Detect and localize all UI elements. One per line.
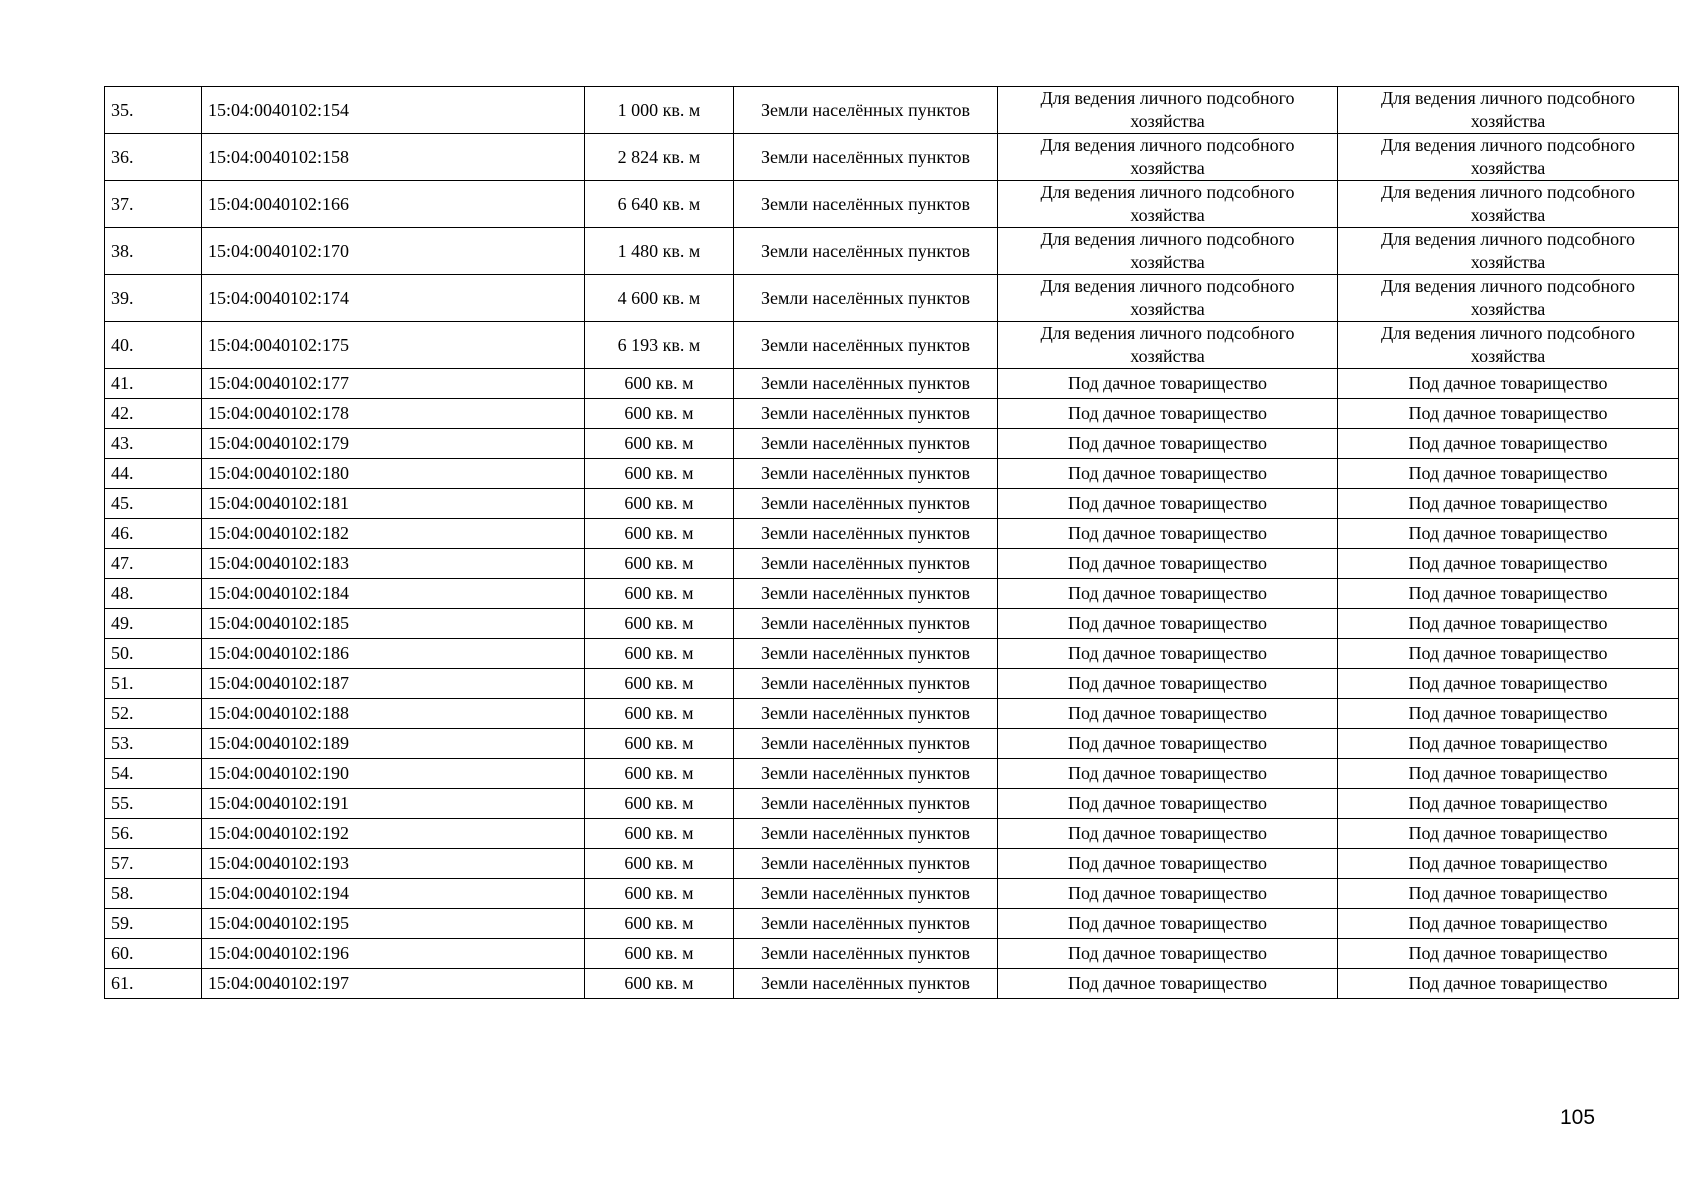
actual-use-cell: Под дачное товарищество [1338, 759, 1679, 789]
land-category-cell: Земли населённых пунктов [734, 87, 998, 134]
area-cell: 1 480 кв. м [585, 228, 734, 275]
cadastral-number-cell: 15:04:0040102:186 [202, 639, 585, 669]
land-category-cell: Земли населённых пунктов [734, 459, 998, 489]
cadastral-number-cell: 15:04:0040102:179 [202, 429, 585, 459]
area-cell: 600 кв. м [585, 789, 734, 819]
actual-use-cell: Под дачное товарищество [1338, 969, 1679, 999]
land-category-cell: Земли населённых пунктов [734, 579, 998, 609]
permitted-use-cell: Под дачное товарищество [998, 879, 1338, 909]
page-number: 105 [1560, 1106, 1596, 1129]
table-row [105, 639, 1679, 669]
cadastral-number-cell: 15:04:0040102:190 [202, 759, 585, 789]
actual-use-cell: Под дачное товарищество [1338, 369, 1679, 399]
area-cell: 600 кв. м [585, 909, 734, 939]
row-number-cell: 35. [105, 87, 202, 134]
permitted-use-cell: Под дачное товарищество [998, 669, 1338, 699]
land-category-cell: Земли населённых пунктов [734, 969, 998, 999]
actual-use-cell: Под дачное товарищество [1338, 909, 1679, 939]
row-number-cell: 57. [105, 849, 202, 879]
permitted-use-cell: Для ведения личного подсобного хозяйства [998, 134, 1338, 181]
row-number-cell: 53. [105, 729, 202, 759]
area-cell: 6 193 кв. м [585, 322, 734, 369]
actual-use-cell: Под дачное товарищество [1338, 519, 1679, 549]
area-cell: 600 кв. м [585, 639, 734, 669]
row-number-cell: 55. [105, 789, 202, 819]
land-category-cell: Земли населённых пунктов [734, 275, 998, 322]
actual-use-cell: Под дачное товарищество [1338, 609, 1679, 639]
land-category-cell: Земли населённых пунктов [734, 489, 998, 519]
actual-use-cell: Для ведения личного подсобного хозяйства [1338, 228, 1679, 275]
row-number-cell: 50. [105, 639, 202, 669]
actual-use-cell: Под дачное товарищество [1338, 579, 1679, 609]
permitted-use-cell: Для ведения личного подсобного хозяйства [998, 322, 1338, 369]
cadastral-number-cell: 15:04:0040102:189 [202, 729, 585, 759]
table-row [105, 369, 1679, 399]
actual-use-cell: Под дачное товарищество [1338, 849, 1679, 879]
row-number-cell: 40. [105, 322, 202, 369]
table-row [105, 429, 1679, 459]
table-row [105, 789, 1679, 819]
row-number-cell: 59. [105, 909, 202, 939]
cadastral-number-cell: 15:04:0040102:196 [202, 939, 585, 969]
row-number-cell: 58. [105, 879, 202, 909]
cadastral-number-cell: 15:04:0040102:175 [202, 322, 585, 369]
table-row [105, 729, 1679, 759]
table-row [105, 322, 1679, 369]
area-cell: 600 кв. м [585, 879, 734, 909]
land-category-cell: Земли населённых пунктов [734, 879, 998, 909]
actual-use-cell: Под дачное товарищество [1338, 789, 1679, 819]
cadastral-number-cell: 15:04:0040102:193 [202, 849, 585, 879]
table-row [105, 879, 1679, 909]
actual-use-cell: Под дачное товарищество [1338, 819, 1679, 849]
area-cell: 600 кв. м [585, 609, 734, 639]
row-number-cell: 49. [105, 609, 202, 639]
actual-use-cell: Под дачное товарищество [1338, 459, 1679, 489]
cadastral-number-cell: 15:04:0040102:174 [202, 275, 585, 322]
land-category-cell: Земли населённых пунктов [734, 819, 998, 849]
permitted-use-cell: Под дачное товарищество [998, 579, 1338, 609]
actual-use-cell: Для ведения личного подсобного хозяйства [1338, 87, 1679, 134]
area-cell: 600 кв. м [585, 759, 734, 789]
row-number-cell: 42. [105, 399, 202, 429]
permitted-use-cell: Под дачное товарищество [998, 819, 1338, 849]
area-cell: 600 кв. м [585, 729, 734, 759]
area-cell: 600 кв. м [585, 819, 734, 849]
cadastral-number-cell: 15:04:0040102:184 [202, 579, 585, 609]
land-category-cell: Земли населённых пунктов [734, 849, 998, 879]
land-category-cell: Земли населённых пунктов [734, 939, 998, 969]
table-row [105, 87, 1679, 134]
actual-use-cell: Под дачное товарищество [1338, 699, 1679, 729]
cadastral-number-cell: 15:04:0040102:185 [202, 609, 585, 639]
permitted-use-cell: Под дачное товарищество [998, 729, 1338, 759]
row-number-cell: 51. [105, 669, 202, 699]
permitted-use-cell: Под дачное товарищество [998, 789, 1338, 819]
land-category-cell: Земли населённых пунктов [734, 228, 998, 275]
row-number-cell: 37. [105, 181, 202, 228]
table-row [105, 909, 1679, 939]
row-number-cell: 54. [105, 759, 202, 789]
area-cell: 600 кв. м [585, 429, 734, 459]
cadastral-number-cell: 15:04:0040102:182 [202, 519, 585, 549]
cadastral-number-cell: 15:04:0040102:170 [202, 228, 585, 275]
area-cell: 600 кв. м [585, 969, 734, 999]
table-body [105, 87, 1679, 999]
area-cell: 600 кв. м [585, 579, 734, 609]
table-row [105, 275, 1679, 322]
table-row [105, 228, 1679, 275]
land-category-cell: Земли населённых пунктов [734, 909, 998, 939]
land-category-cell: Земли населённых пунктов [734, 519, 998, 549]
row-number-cell: 41. [105, 369, 202, 399]
permitted-use-cell: Под дачное товарищество [998, 639, 1338, 669]
area-cell: 600 кв. м [585, 549, 734, 579]
land-plots-table [104, 86, 1679, 999]
land-category-cell: Земли населённых пунктов [734, 699, 998, 729]
permitted-use-cell: Под дачное товарищество [998, 699, 1338, 729]
permitted-use-cell: Под дачное товарищество [998, 369, 1338, 399]
actual-use-cell: Под дачное товарищество [1338, 939, 1679, 969]
cadastral-number-cell: 15:04:0040102:195 [202, 909, 585, 939]
area-cell: 2 824 кв. м [585, 134, 734, 181]
land-category-cell: Земли населённых пунктов [734, 789, 998, 819]
row-number-cell: 61. [105, 969, 202, 999]
actual-use-cell: Для ведения личного подсобного хозяйства [1338, 134, 1679, 181]
table-row [105, 669, 1679, 699]
permitted-use-cell: Под дачное товарищество [998, 549, 1338, 579]
land-category-cell: Земли населённых пунктов [734, 134, 998, 181]
table-row [105, 759, 1679, 789]
area-cell: 600 кв. м [585, 399, 734, 429]
cadastral-number-cell: 15:04:0040102:192 [202, 819, 585, 849]
actual-use-cell: Под дачное товарищество [1338, 879, 1679, 909]
permitted-use-cell: Для ведения личного подсобного хозяйства [998, 228, 1338, 275]
cadastral-number-cell: 15:04:0040102:158 [202, 134, 585, 181]
table-row [105, 399, 1679, 429]
actual-use-cell: Для ведения личного подсобного хозяйства [1338, 322, 1679, 369]
permitted-use-cell: Под дачное товарищество [998, 969, 1338, 999]
land-category-cell: Земли населённых пунктов [734, 429, 998, 459]
permitted-use-cell: Под дачное товарищество [998, 909, 1338, 939]
row-number-cell: 48. [105, 579, 202, 609]
table-row [105, 459, 1679, 489]
area-cell: 600 кв. м [585, 669, 734, 699]
table-row [105, 969, 1679, 999]
actual-use-cell: Под дачное товарищество [1338, 639, 1679, 669]
cadastral-number-cell: 15:04:0040102:187 [202, 669, 585, 699]
cadastral-number-cell: 15:04:0040102:188 [202, 699, 585, 729]
permitted-use-cell: Под дачное товарищество [998, 519, 1338, 549]
row-number-cell: 60. [105, 939, 202, 969]
table-row [105, 181, 1679, 228]
land-category-cell: Земли населённых пунктов [734, 639, 998, 669]
row-number-cell: 43. [105, 429, 202, 459]
permitted-use-cell: Для ведения личного подсобного хозяйства [998, 87, 1338, 134]
table-row [105, 939, 1679, 969]
cadastral-number-cell: 15:04:0040102:177 [202, 369, 585, 399]
cadastral-number-cell: 15:04:0040102:178 [202, 399, 585, 429]
row-number-cell: 36. [105, 134, 202, 181]
actual-use-cell: Для ведения личного подсобного хозяйства [1338, 275, 1679, 322]
row-number-cell: 44. [105, 459, 202, 489]
cadastral-number-cell: 15:04:0040102:197 [202, 969, 585, 999]
actual-use-cell: Для ведения личного подсобного хозяйства [1338, 181, 1679, 228]
permitted-use-cell: Для ведения личного подсобного хозяйства [998, 275, 1338, 322]
row-number-cell: 56. [105, 819, 202, 849]
area-cell: 600 кв. м [585, 489, 734, 519]
cadastral-number-cell: 15:04:0040102:166 [202, 181, 585, 228]
table-row [105, 579, 1679, 609]
land-category-cell: Земли населённых пунктов [734, 181, 998, 228]
land-category-cell: Земли населённых пунктов [734, 729, 998, 759]
permitted-use-cell: Для ведения личного подсобного хозяйства [998, 181, 1338, 228]
permitted-use-cell: Под дачное товарищество [998, 849, 1338, 879]
actual-use-cell: Под дачное товарищество [1338, 669, 1679, 699]
land-category-cell: Земли населённых пунктов [734, 322, 998, 369]
permitted-use-cell: Под дачное товарищество [998, 429, 1338, 459]
land-category-cell: Земли населённых пунктов [734, 369, 998, 399]
area-cell: 600 кв. м [585, 699, 734, 729]
actual-use-cell: Под дачное товарищество [1338, 729, 1679, 759]
area-cell: 600 кв. м [585, 459, 734, 489]
permitted-use-cell: Под дачное товарищество [998, 759, 1338, 789]
land-category-cell: Земли населённых пунктов [734, 609, 998, 639]
cadastral-number-cell: 15:04:0040102:154 [202, 87, 585, 134]
area-cell: 600 кв. м [585, 519, 734, 549]
area-cell: 600 кв. м [585, 849, 734, 879]
row-number-cell: 52. [105, 699, 202, 729]
table-row [105, 609, 1679, 639]
table-row [105, 519, 1679, 549]
permitted-use-cell: Под дачное товарищество [998, 459, 1338, 489]
table-row [105, 134, 1679, 181]
permitted-use-cell: Под дачное товарищество [998, 609, 1338, 639]
cadastral-number-cell: 15:04:0040102:180 [202, 459, 585, 489]
area-cell: 4 600 кв. м [585, 275, 734, 322]
permitted-use-cell: Под дачное товарищество [998, 939, 1338, 969]
table-row [105, 699, 1679, 729]
table-row [105, 489, 1679, 519]
cadastral-number-cell: 15:04:0040102:181 [202, 489, 585, 519]
actual-use-cell: Под дачное товарищество [1338, 399, 1679, 429]
row-number-cell: 46. [105, 519, 202, 549]
area-cell: 6 640 кв. м [585, 181, 734, 228]
cadastral-number-cell: 15:04:0040102:194 [202, 879, 585, 909]
land-category-cell: Земли населённых пунктов [734, 399, 998, 429]
row-number-cell: 39. [105, 275, 202, 322]
actual-use-cell: Под дачное товарищество [1338, 429, 1679, 459]
row-number-cell: 47. [105, 549, 202, 579]
area-cell: 600 кв. м [585, 369, 734, 399]
land-category-cell: Земли населённых пунктов [734, 549, 998, 579]
table-row [105, 549, 1679, 579]
area-cell: 1 000 кв. м [585, 87, 734, 134]
land-category-cell: Земли населённых пунктов [734, 669, 998, 699]
land-category-cell: Земли населённых пунктов [734, 759, 998, 789]
cadastral-number-cell: 15:04:0040102:183 [202, 549, 585, 579]
row-number-cell: 45. [105, 489, 202, 519]
permitted-use-cell: Под дачное товарищество [998, 399, 1338, 429]
table-row [105, 849, 1679, 879]
permitted-use-cell: Под дачное товарищество [998, 489, 1338, 519]
table-row [105, 819, 1679, 849]
actual-use-cell: Под дачное товарищество [1338, 489, 1679, 519]
actual-use-cell: Под дачное товарищество [1338, 549, 1679, 579]
row-number-cell: 38. [105, 228, 202, 275]
cadastral-number-cell: 15:04:0040102:191 [202, 789, 585, 819]
area-cell: 600 кв. м [585, 939, 734, 969]
